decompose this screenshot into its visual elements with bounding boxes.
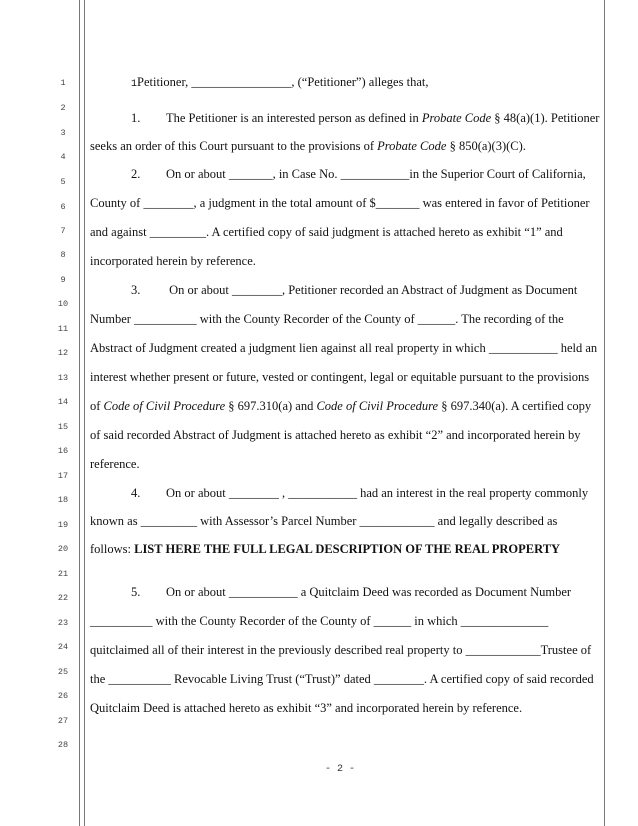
para3-citation: Code of Civil Procedure [316, 399, 439, 413]
para4-line2: known as _________ with Assessor’s Parcel Number ____________ and legally described as [90, 514, 558, 528]
para4-text: follows: [90, 542, 135, 556]
para3-number: 3. [131, 283, 141, 297]
left-margin-rule [79, 0, 80, 826]
para3-text: § 697.310(a) and [225, 399, 317, 413]
para3-citation: Code of Civil Procedure [103, 399, 226, 413]
line-number: 25 [57, 667, 69, 677]
line-number: 7 [60, 226, 66, 236]
para2-number: 2. [131, 167, 141, 181]
para1-text: seeks an order of this Court pursuant to the provisions of [90, 139, 378, 153]
para3-line6: of said recorded Abstract of Judgment is attached hereto as exhibit “2” and incorporated herein by [90, 428, 581, 442]
para3-line1 [90, 283, 638, 298]
para3-line5 [90, 399, 600, 414]
para5-text: On or about ___________ a Quitclaim Deed was recorded as Document Number [166, 585, 572, 599]
line-number: 21 [57, 569, 69, 579]
para4-text: On or about ________ , ___________ had an interest in the real property commonly [166, 486, 589, 500]
para2-line1 [90, 167, 638, 182]
line-number: 3 [60, 128, 66, 138]
line-number: 2 [60, 103, 66, 113]
line-number: 4 [60, 152, 66, 162]
para3-line7: reference. [90, 457, 140, 471]
para5-line4: the __________ Revocable Living Trust (“Trust)” dated ________. A certified copy of said recorded [90, 672, 594, 686]
line-number: 17 [57, 471, 69, 481]
line-number: 6 [60, 202, 66, 212]
para1-number: 1. [131, 111, 141, 125]
para1-text: The Petitioner is an interested person as defined in [166, 111, 422, 125]
line-number: 12 [57, 348, 69, 358]
line-number: 26 [57, 691, 69, 701]
line-number: 14 [57, 397, 69, 407]
para1-line1 [90, 111, 638, 126]
para2-line3: and against _________. A certified copy of said judgment is attached hereto as exhibit “1” and [90, 225, 563, 239]
para5-line3: quitclaimed all of their interest in the previously described real property to ____________Trustee of [90, 643, 592, 657]
para2-line4: incorporated herein by reference. [90, 254, 256, 268]
legal-description-placeholder: LIST HERE THE FULL LEGAL DESCRIPTION OF THE REAL PROPERTY [134, 542, 561, 556]
para5-number: 5. [131, 585, 141, 599]
para5-line5: Quitclaim Deed is attached hereto as exhibit “3” and incorporated herein by reference. [90, 701, 523, 715]
para3-line4: interest whether present or future, vested or contingent, legal or equitable pursuant to the provisions [90, 370, 590, 384]
para1-text: § 48(a)(1). Petitioner [491, 111, 600, 125]
line-number: 22 [57, 593, 69, 603]
para2-line2: County of ________, a judgment in the total amount of $_______ was entered in favor of Petitioner [90, 196, 590, 210]
line-number: 24 [57, 642, 69, 652]
intro-line [90, 75, 638, 90]
para3-line2: Number __________ with the County Recorder of the County of ______. The recording of the [90, 312, 564, 326]
line-number: 27 [57, 716, 69, 726]
line-number: 5 [60, 177, 66, 187]
line-number: 11 [57, 324, 69, 334]
page-number: - 2 - [324, 764, 355, 775]
para3-line3: Abstract of Judgment created a judgment lien against all real property in which ___________ held an [90, 341, 598, 355]
intro-marker: 1 [131, 79, 138, 90]
para3-text: § 697.340(a). A certified copy [438, 399, 592, 413]
para1-citation: Probate Code [421, 111, 492, 125]
line-number: 1 [60, 78, 66, 88]
line-number: 28 [57, 740, 69, 750]
para3-text: On or about ________, Petitioner recorded an Abstract of Judgment as Document [166, 283, 578, 297]
line-number: 18 [57, 495, 69, 505]
line-number: 15 [57, 422, 69, 432]
left-margin-rule-inner [84, 0, 85, 826]
line-number: 23 [57, 618, 69, 628]
para4-line1 [90, 486, 638, 501]
intro-text: Petitioner, ________________, (“Petitioner”) alleges that, [137, 75, 429, 89]
line-number: 19 [57, 520, 69, 530]
para4-line3 [90, 542, 600, 557]
line-number: 13 [57, 373, 69, 383]
line-number: 9 [60, 275, 66, 285]
line-number: 8 [60, 250, 66, 260]
line-number: 20 [57, 544, 69, 554]
para1-citation: Probate Code [377, 139, 447, 153]
para5-line1 [90, 585, 638, 600]
para3-text: of [90, 399, 104, 413]
line-number: 10 [57, 299, 69, 309]
para1-line2 [90, 139, 600, 154]
para1-text: § 850(a)(3)(C). [446, 139, 526, 153]
para2-text: On or about _______, in Case No. ___________in the Superior Court of California, [166, 167, 586, 181]
para4-number: 4. [131, 486, 141, 500]
para5-line2: __________ with the County Recorder of the County of ______ in which ______________ [90, 614, 549, 628]
line-number: 16 [57, 446, 69, 456]
